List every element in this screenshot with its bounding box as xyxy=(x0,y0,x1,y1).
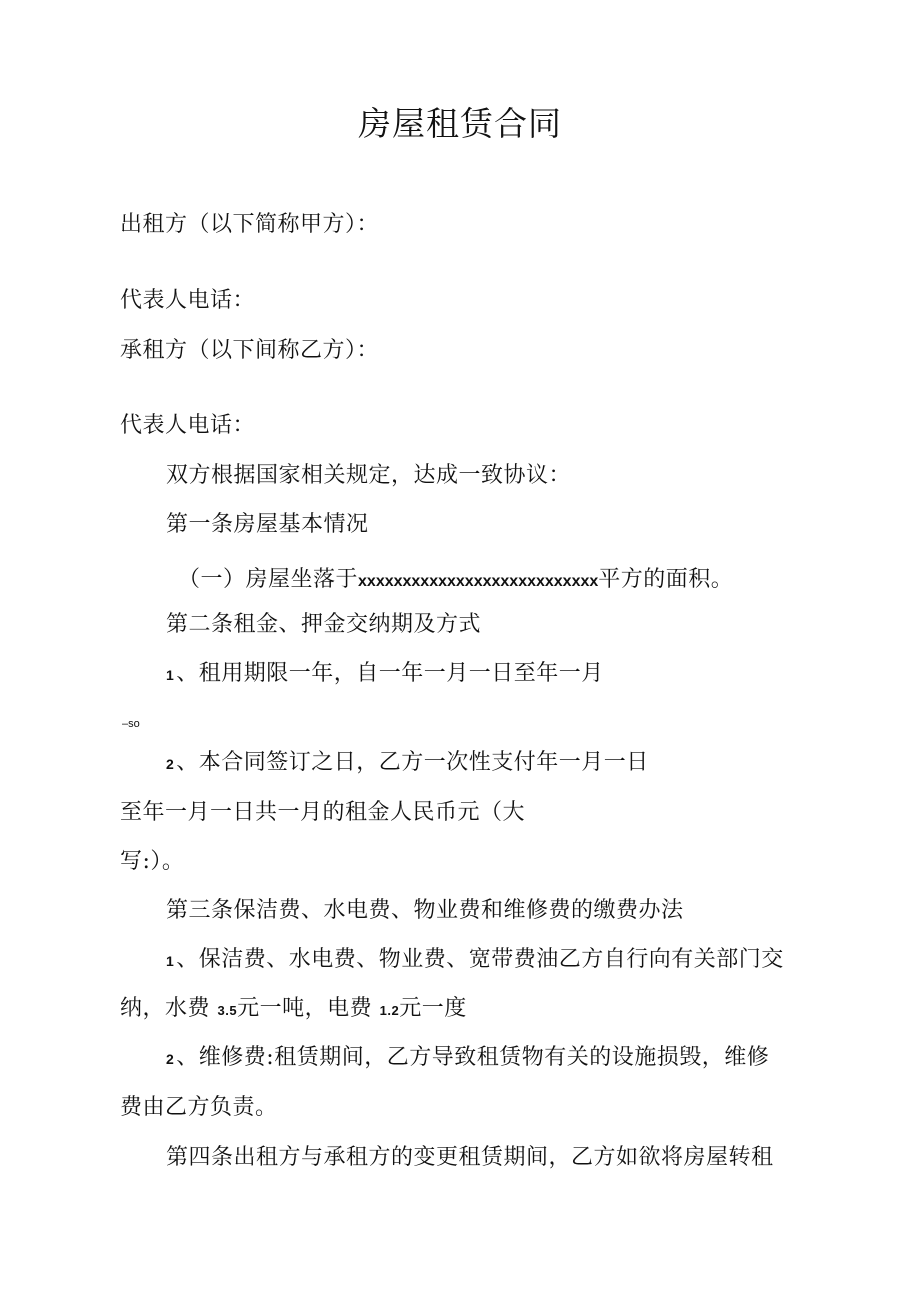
article-1-item-1 xyxy=(178,565,733,597)
item-text: 平方的面积。 xyxy=(598,567,734,592)
lessor-phone-label: 代表人电话： xyxy=(120,288,256,313)
article-2-item-2 xyxy=(166,748,649,779)
item-number: 2 xyxy=(166,1051,175,1067)
item-text: 元一度 xyxy=(399,996,467,1021)
item-text: 、保洁费、水电费、物业费、宽带费油乙方自行向有关部门交 xyxy=(176,947,784,972)
item-number: 2 xyxy=(166,756,175,772)
article-2-item-1 xyxy=(166,659,604,690)
item-text: 、维修费:租赁期间，乙方导致租赁物有关的设施损毁，维修 xyxy=(176,1045,770,1070)
water-price: 3.5 xyxy=(217,1003,238,1018)
article-2-item-2-line-2: 至年一月一日共一月的租金人民币元（大 xyxy=(120,800,526,825)
article-1-heading: 第一条房屋基本情况 xyxy=(166,512,369,537)
lessee-label: 承租方（以下间称乙方）： xyxy=(120,338,380,363)
agreement-intro: 双方根据国家相关规定，达成一致协议： xyxy=(166,463,572,488)
article-3-item-2 xyxy=(166,1043,769,1074)
article-2-item-2-line-3: 写:）。 xyxy=(120,849,185,874)
article-3-heading: 第三条保洁费、水电费、物业费和维修费的缴费办法 xyxy=(166,898,684,923)
address-placeholder: xxxxxxxxxxxxxxxxxxxxxxxxxxx xyxy=(358,573,599,590)
item-text: 元一吨，电费 xyxy=(237,996,373,1021)
article-3-item-2-line-2: 费由乙方负责。 xyxy=(120,1095,278,1120)
lessee-phone-label: 代表人电话： xyxy=(120,413,256,438)
item-text: （一）房屋坐落于 xyxy=(178,567,359,592)
lessor-label: 出租方（以下简称甲方）： xyxy=(120,212,380,237)
article-4-text: 第四条出租方与承租方的变更租赁期间，乙方如欲将房屋转租 xyxy=(166,1145,774,1170)
item-number: 1 xyxy=(166,667,175,683)
item-text: 纳，水费 xyxy=(120,996,211,1021)
article-2-heading: 第二条租金、押金交纳期及方式 xyxy=(166,612,482,637)
power-price: 1.2 xyxy=(379,1003,400,1018)
document-title: 房屋租赁合同 xyxy=(358,104,562,143)
item-text: 、本合同签订之日，乙方一次性支付年一月一日 xyxy=(176,750,649,775)
item-number: 1 xyxy=(166,953,175,969)
article-3-item-1 xyxy=(166,945,784,976)
item-text: 、租用期限一年，自一年一月一日至年一月 xyxy=(176,661,604,686)
article-3-item-1-line-2 xyxy=(120,994,467,1026)
stray-mark: –so xyxy=(122,718,140,730)
